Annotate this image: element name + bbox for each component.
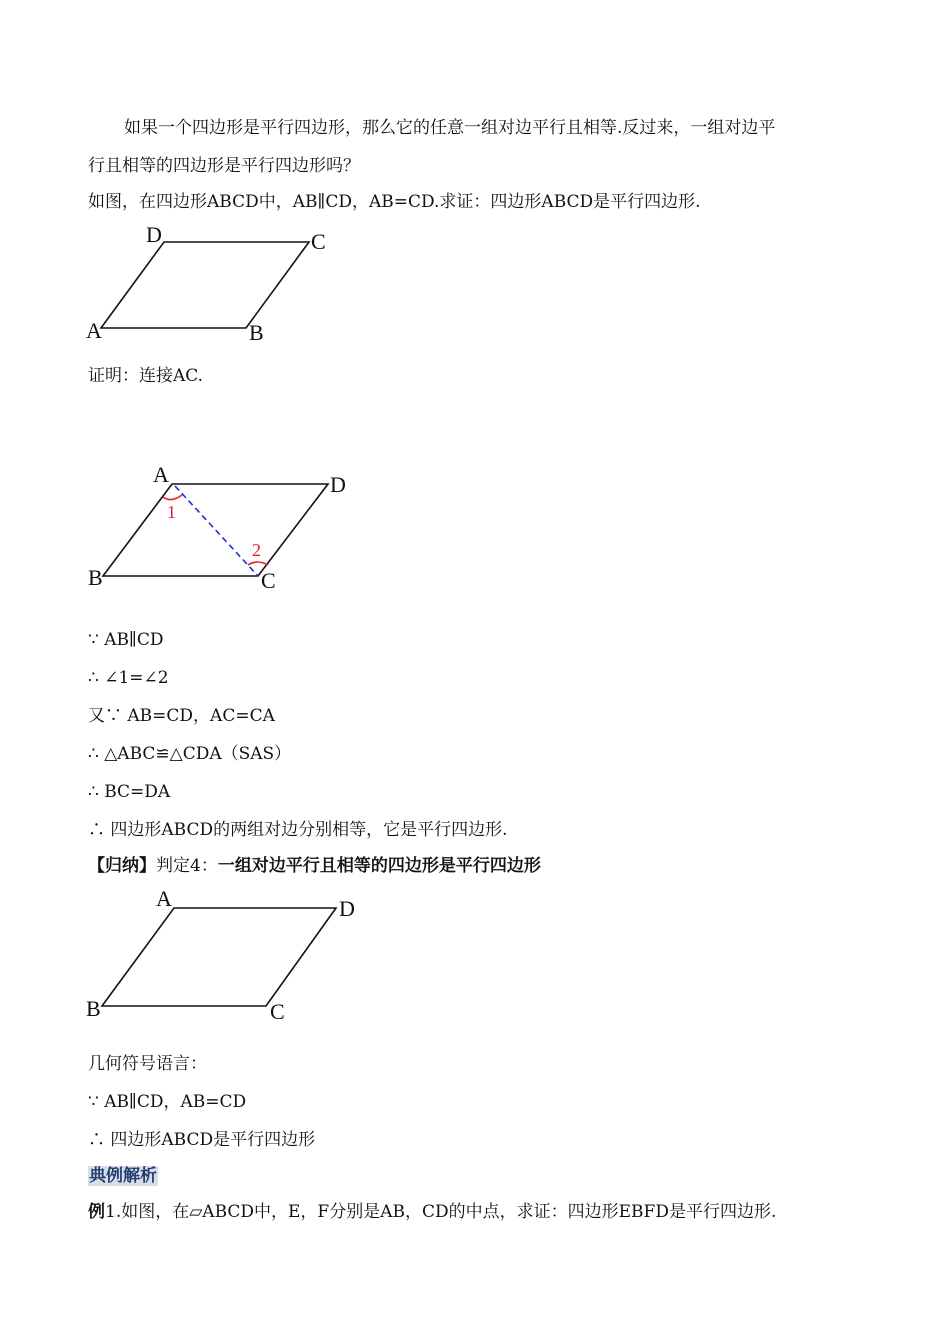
example-1 — [88, 1202, 776, 1222]
proof-step-4: ∴ △ABC≌△CDA（SAS） — [88, 744, 292, 764]
intro-paragraph-line-1: 如果一个四边形是平行四边形，那么它的任意一组对边平行且相等.反过来，一组对边平 — [124, 118, 776, 138]
section-heading: 典例解析 — [89, 1166, 157, 1186]
symbolic-given: ∵ AB∥CD，AB=CD — [88, 1092, 247, 1112]
summary-tag: 【归纳】 — [88, 856, 156, 876]
angle-1-label: 1 — [167, 502, 176, 522]
proof-step-5: ∴ BC=DA — [88, 782, 171, 802]
fig3-label-a: A — [156, 886, 172, 911]
summary-statement: 一组对边平行且相等的四边形是平行四边形 — [217, 856, 541, 876]
section-heading-wrapper — [88, 1166, 158, 1186]
angle-1-arc — [163, 495, 182, 500]
proof-step-3: 又∵ AB=CD，AC=CA — [88, 706, 275, 726]
fig1-label-c: C — [311, 229, 326, 254]
angle-2-arc — [248, 562, 268, 565]
fig1-label-b: B — [249, 320, 264, 345]
problem-statement: 如图，在四边形ABCD中，AB∥CD，AB=CD.求证：四边形ABCD是平行四边形. — [88, 192, 701, 212]
fig3-label-b: B — [86, 996, 101, 1021]
figure-3-parallelogram — [86, 886, 355, 1024]
intro-paragraph-line-2: 行且相等的四边形是平行四边形吗？ — [88, 156, 360, 176]
fig1-label-a: A — [86, 318, 102, 343]
example-prefix: 例 — [88, 1202, 105, 1222]
diagonal-ac — [175, 486, 258, 576]
angle-2-label: 2 — [252, 540, 261, 560]
fig2-label-a: A — [153, 462, 169, 487]
proof-step-1: ∵ AB∥CD — [88, 630, 164, 650]
proof-step-2: ∴ ∠1=∠2 — [88, 668, 169, 688]
proof-intro: 证明：连接AC. — [88, 366, 204, 386]
proof-step-6: ∴ 四边形ABCD的两组对边分别相等，它是平行四边形. — [88, 820, 508, 840]
fig2-label-b: B — [88, 565, 103, 590]
symbolic-title: 几何符号语言： — [88, 1054, 207, 1074]
figure-2-parallelogram-with-diagonal — [88, 462, 346, 593]
fig3-label-d: D — [339, 896, 355, 921]
example-text: 1.如图，在▱ABCD中，E，F分别是AB，CD的中点，求证：四边形EBFD是平行四边形. — [105, 1202, 777, 1222]
fig3-label-c: C — [270, 999, 285, 1024]
summary-label: 判定4： — [156, 856, 218, 876]
fig2-label-d: D — [330, 472, 346, 497]
summary-line — [88, 856, 541, 876]
figure-1-parallelogram — [86, 222, 326, 345]
fig2-label-c: C — [261, 568, 276, 593]
symbolic-conclusion: ∴ 四边形ABCD是平行四边形 — [88, 1130, 316, 1150]
fig1-label-d: D — [146, 222, 162, 247]
